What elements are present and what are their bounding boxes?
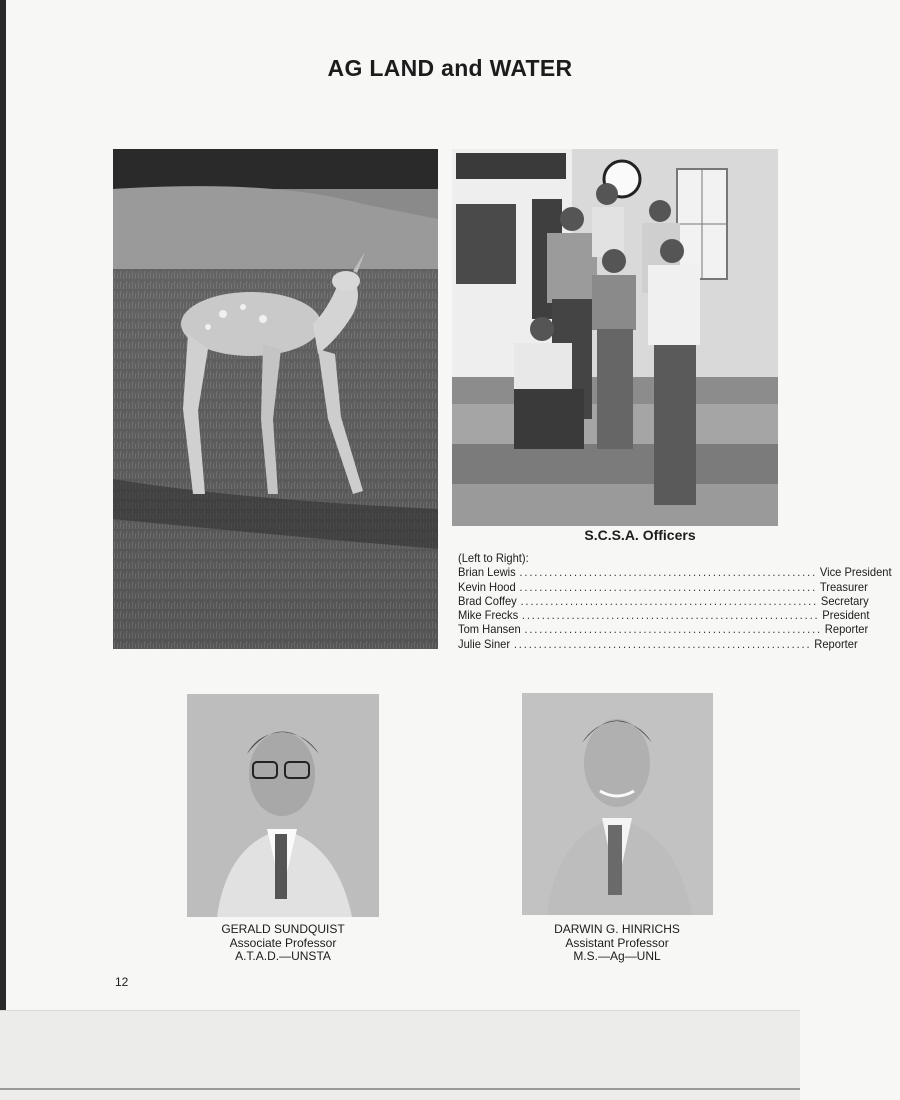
divider	[0, 1088, 800, 1090]
officers-list	[458, 551, 892, 651]
list-item: Brad Coffey ............................................................ Secretary	[458, 593, 869, 608]
officers-intro: (Left to Right):	[458, 551, 529, 565]
portrait-sundquist	[187, 694, 379, 917]
faculty-name: GERALD SUNDQUIST	[221, 922, 345, 936]
page-title: AG LAND and WATER	[327, 55, 573, 81]
portrait-hinrichs	[522, 693, 713, 915]
officers-caption: S.C.S.A. Officers	[584, 527, 696, 543]
list-item: Kevin Hood ............................................................ Treasurer	[458, 579, 868, 594]
page-binding-edge	[0, 0, 6, 1010]
faculty-name: DARWIN G. HINRICHS	[554, 922, 680, 936]
faculty-title: Assistant Professor	[565, 935, 669, 950]
officers-photo	[452, 149, 778, 526]
page-number: 12	[115, 975, 129, 989]
page-bottom-margin	[0, 1010, 800, 1100]
faculty-caption-hinrichs	[517, 923, 717, 964]
list-item: Julie Siner ............................................................ Reporter	[458, 636, 858, 651]
faculty-degree: M.S.—Ag—UNL	[573, 949, 661, 963]
faculty-title: Associate Professor	[229, 935, 337, 950]
list-item: Mike Frecks ............................................................ President	[458, 608, 870, 623]
faculty-caption-sundquist	[183, 923, 383, 964]
list-item: Tom Hansen ............................................................ Reporter	[458, 622, 869, 637]
fawn-photo	[113, 149, 438, 649]
list-item: Brian Lewis ............................................................ Vice President	[458, 565, 892, 580]
faculty-degree: A.T.A.D.—UNSTA	[235, 949, 331, 963]
